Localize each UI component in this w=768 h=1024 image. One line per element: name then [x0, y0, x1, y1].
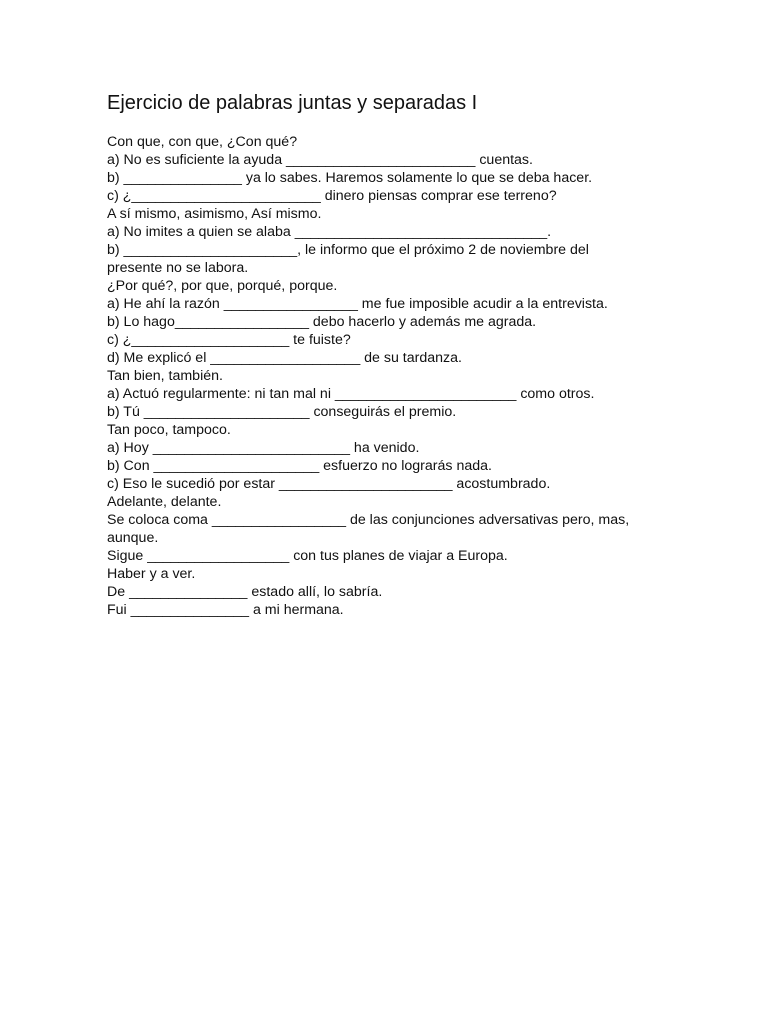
exercise-body — [107, 133, 667, 619]
section-heading-haber: Haber y a ver. — [107, 566, 196, 582]
section-heading-tambien: Tan bien, también. — [107, 368, 223, 384]
exercise-line: b) _______________ ya lo sabes. Haremos solamente lo que se deba hacer. — [107, 170, 593, 186]
section-heading-porque: ¿Por qué?, por que, porqué, porque. — [107, 278, 338, 294]
exercise-line: b) Lo hago_________________ debo hacerlo y además me agrada. — [107, 314, 537, 330]
exercise-line: presente no se labora. — [107, 260, 249, 276]
exercise-line: Sigue __________________ con tus planes de viajar a Europa. — [107, 548, 508, 564]
section-heading-adelante: Adelante, delante. — [107, 494, 222, 510]
section-heading-tampoco: Tan poco, tampoco. — [107, 422, 231, 438]
exercise-line: b) ______________________, le informo que el próximo 2 de noviembre del — [107, 242, 589, 258]
exercise-line: c) Eso le sucedió por estar ______________________ acostumbrado. — [107, 476, 551, 492]
exercise-line: d) Me explicó el ___________________ de su tardanza. — [107, 350, 462, 366]
exercise-line: b) Tú _____________________ conseguirás el premio. — [107, 404, 457, 420]
exercise-line: c) ¿____________________ te fuiste? — [107, 332, 351, 348]
exercise-line: a) Actuó regularmente: ni tan mal ni _______________________ como otros. — [107, 386, 595, 402]
exercise-line: Fui _______________ a mi hermana. — [107, 602, 344, 618]
exercise-line: a) No imites a quien se alaba ________________________________. — [107, 224, 552, 240]
exercise-line: b) Con _____________________ esfuerzo no lograrás nada. — [107, 458, 492, 474]
exercise-line: aunque. — [107, 530, 159, 546]
page-title: Ejercicio de palabras juntas y separadas I — [107, 92, 478, 114]
exercise-line: a) Hoy _________________________ ha venido. — [107, 440, 420, 456]
exercise-line: c) ¿________________________ dinero piensas comprar ese terreno? — [107, 188, 557, 204]
exercise-line: Se coloca coma _________________ de las conjunciones adversativas pero, mas, — [107, 512, 630, 528]
exercise-line: a) He ahí la razón _________________ me fue imposible acudir a la entrevista. — [107, 296, 608, 312]
exercise-line: a) No es suficiente la ayuda ________________________ cuentas. — [107, 152, 533, 168]
exercise-line: De _______________ estado allí, lo sabría. — [107, 584, 383, 600]
section-heading-con-que: Con que, con que, ¿Con qué? — [107, 134, 298, 150]
section-heading-asimismo: A sí mismo, asimismo, Así mismo. — [107, 206, 322, 222]
